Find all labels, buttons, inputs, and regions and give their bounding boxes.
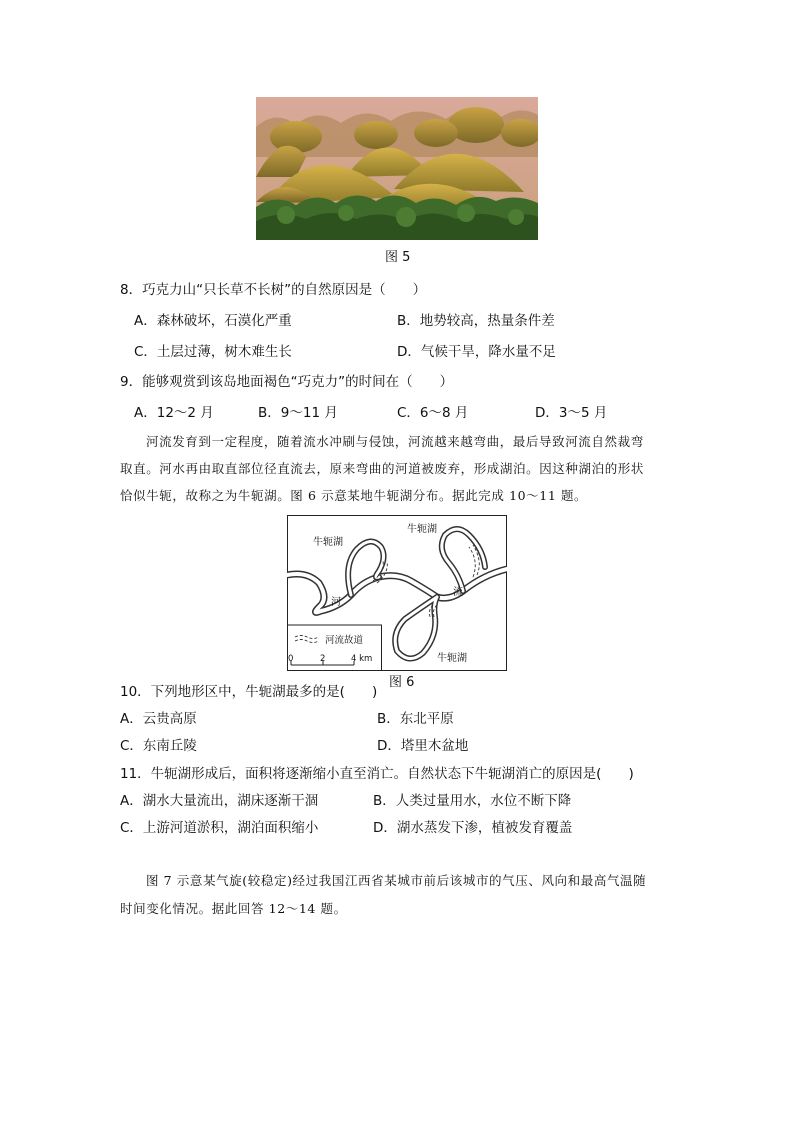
scale-tick-0: 0: [288, 654, 294, 664]
q9-option-b: B．9～11 月: [258, 405, 338, 421]
label-liu: 流: [453, 587, 463, 598]
label-lake-left: 牛轭湖: [313, 537, 343, 548]
passage2-line2: 时间变化情况。据此回答 12～14 题。: [120, 901, 347, 916]
q9-option-c: C．6～8 月: [397, 405, 469, 421]
q11-option-c: C．上游河道淤积，湖泊面积缩小: [120, 820, 319, 836]
q9-stem: 9．能够观赏到该岛地面褐色“巧克力”的时间在（ ）: [120, 374, 454, 390]
passage1-line2: 取直。河水再由取直部位径直流去，原来弯曲的河道被废弃，形成湖泊。因这种湖泊的形状: [120, 461, 645, 476]
q11-option-d: D．湖水蒸发下渗，植被发育覆盖: [373, 820, 573, 836]
legend-label: 河流故道: [325, 635, 364, 646]
q10-option-b: B．东北平原: [377, 711, 454, 727]
label-he: 河: [331, 597, 341, 608]
oxbow-lake-map: [287, 515, 507, 671]
q8-stem: 8．巧克力山“只长草不长树”的自然原因是（ ）: [120, 282, 427, 298]
q8-option-a: A．森林破坏，石漠化严重: [134, 313, 292, 329]
q8-option-b: B．地势较高，热量条件差: [397, 313, 555, 329]
q11-stem: 11．牛轭湖形成后，面积将逐渐缩小直至消亡。自然状态下牛轭湖消亡的原因是( ): [120, 766, 634, 782]
q8-option-c: C．土层过薄，树木难生长: [134, 344, 292, 360]
figure6-caption: 图 6: [389, 675, 415, 690]
q9-option-a: A．12～2 月: [134, 405, 214, 421]
q11-option-a: A．湖水大量流出，湖床逐渐干涸: [120, 793, 319, 809]
chocolate-hills-illustration: [256, 97, 538, 240]
q10-option-c: C．东南丘陵: [120, 738, 197, 754]
passage1-line1: 河流发育到一定程度，随着流水冲刷与侵蚀，河流越来越弯曲，最后导致河流自然裁弯: [146, 434, 644, 449]
figure6-map: [287, 515, 507, 671]
q10-option-d: D．塔里木盆地: [377, 738, 469, 754]
passage1-line3: 恰似牛轭，故称之为牛轭湖。图 6 示意某地牛轭湖分布。据此完成 10～11 题。: [120, 488, 588, 503]
label-lake-right: 牛轭湖: [407, 524, 437, 535]
label-lake-bottom: 牛轭湖: [437, 653, 467, 664]
q9-option-d: D．3～5 月: [535, 405, 608, 421]
figure5-photo: [256, 97, 538, 240]
figure5-caption: 图 5: [385, 250, 411, 265]
scale-tick-4km: 4 km: [351, 654, 373, 664]
q10-option-a: A．云贵高原: [120, 711, 197, 727]
q8-option-d: D．气候干旱，降水量不足: [397, 344, 556, 360]
scale-tick-2: 2: [320, 654, 326, 664]
passage2-line1: 图 7 示意某气旋(较稳定)经过我国江西省某城市前后该城市的气压、风向和最高气温随: [146, 873, 647, 888]
q10-stem: 10．下列地形区中，牛轭湖最多的是( ): [120, 684, 378, 700]
q11-option-b: B．人类过量用水，水位不断下降: [373, 793, 572, 809]
